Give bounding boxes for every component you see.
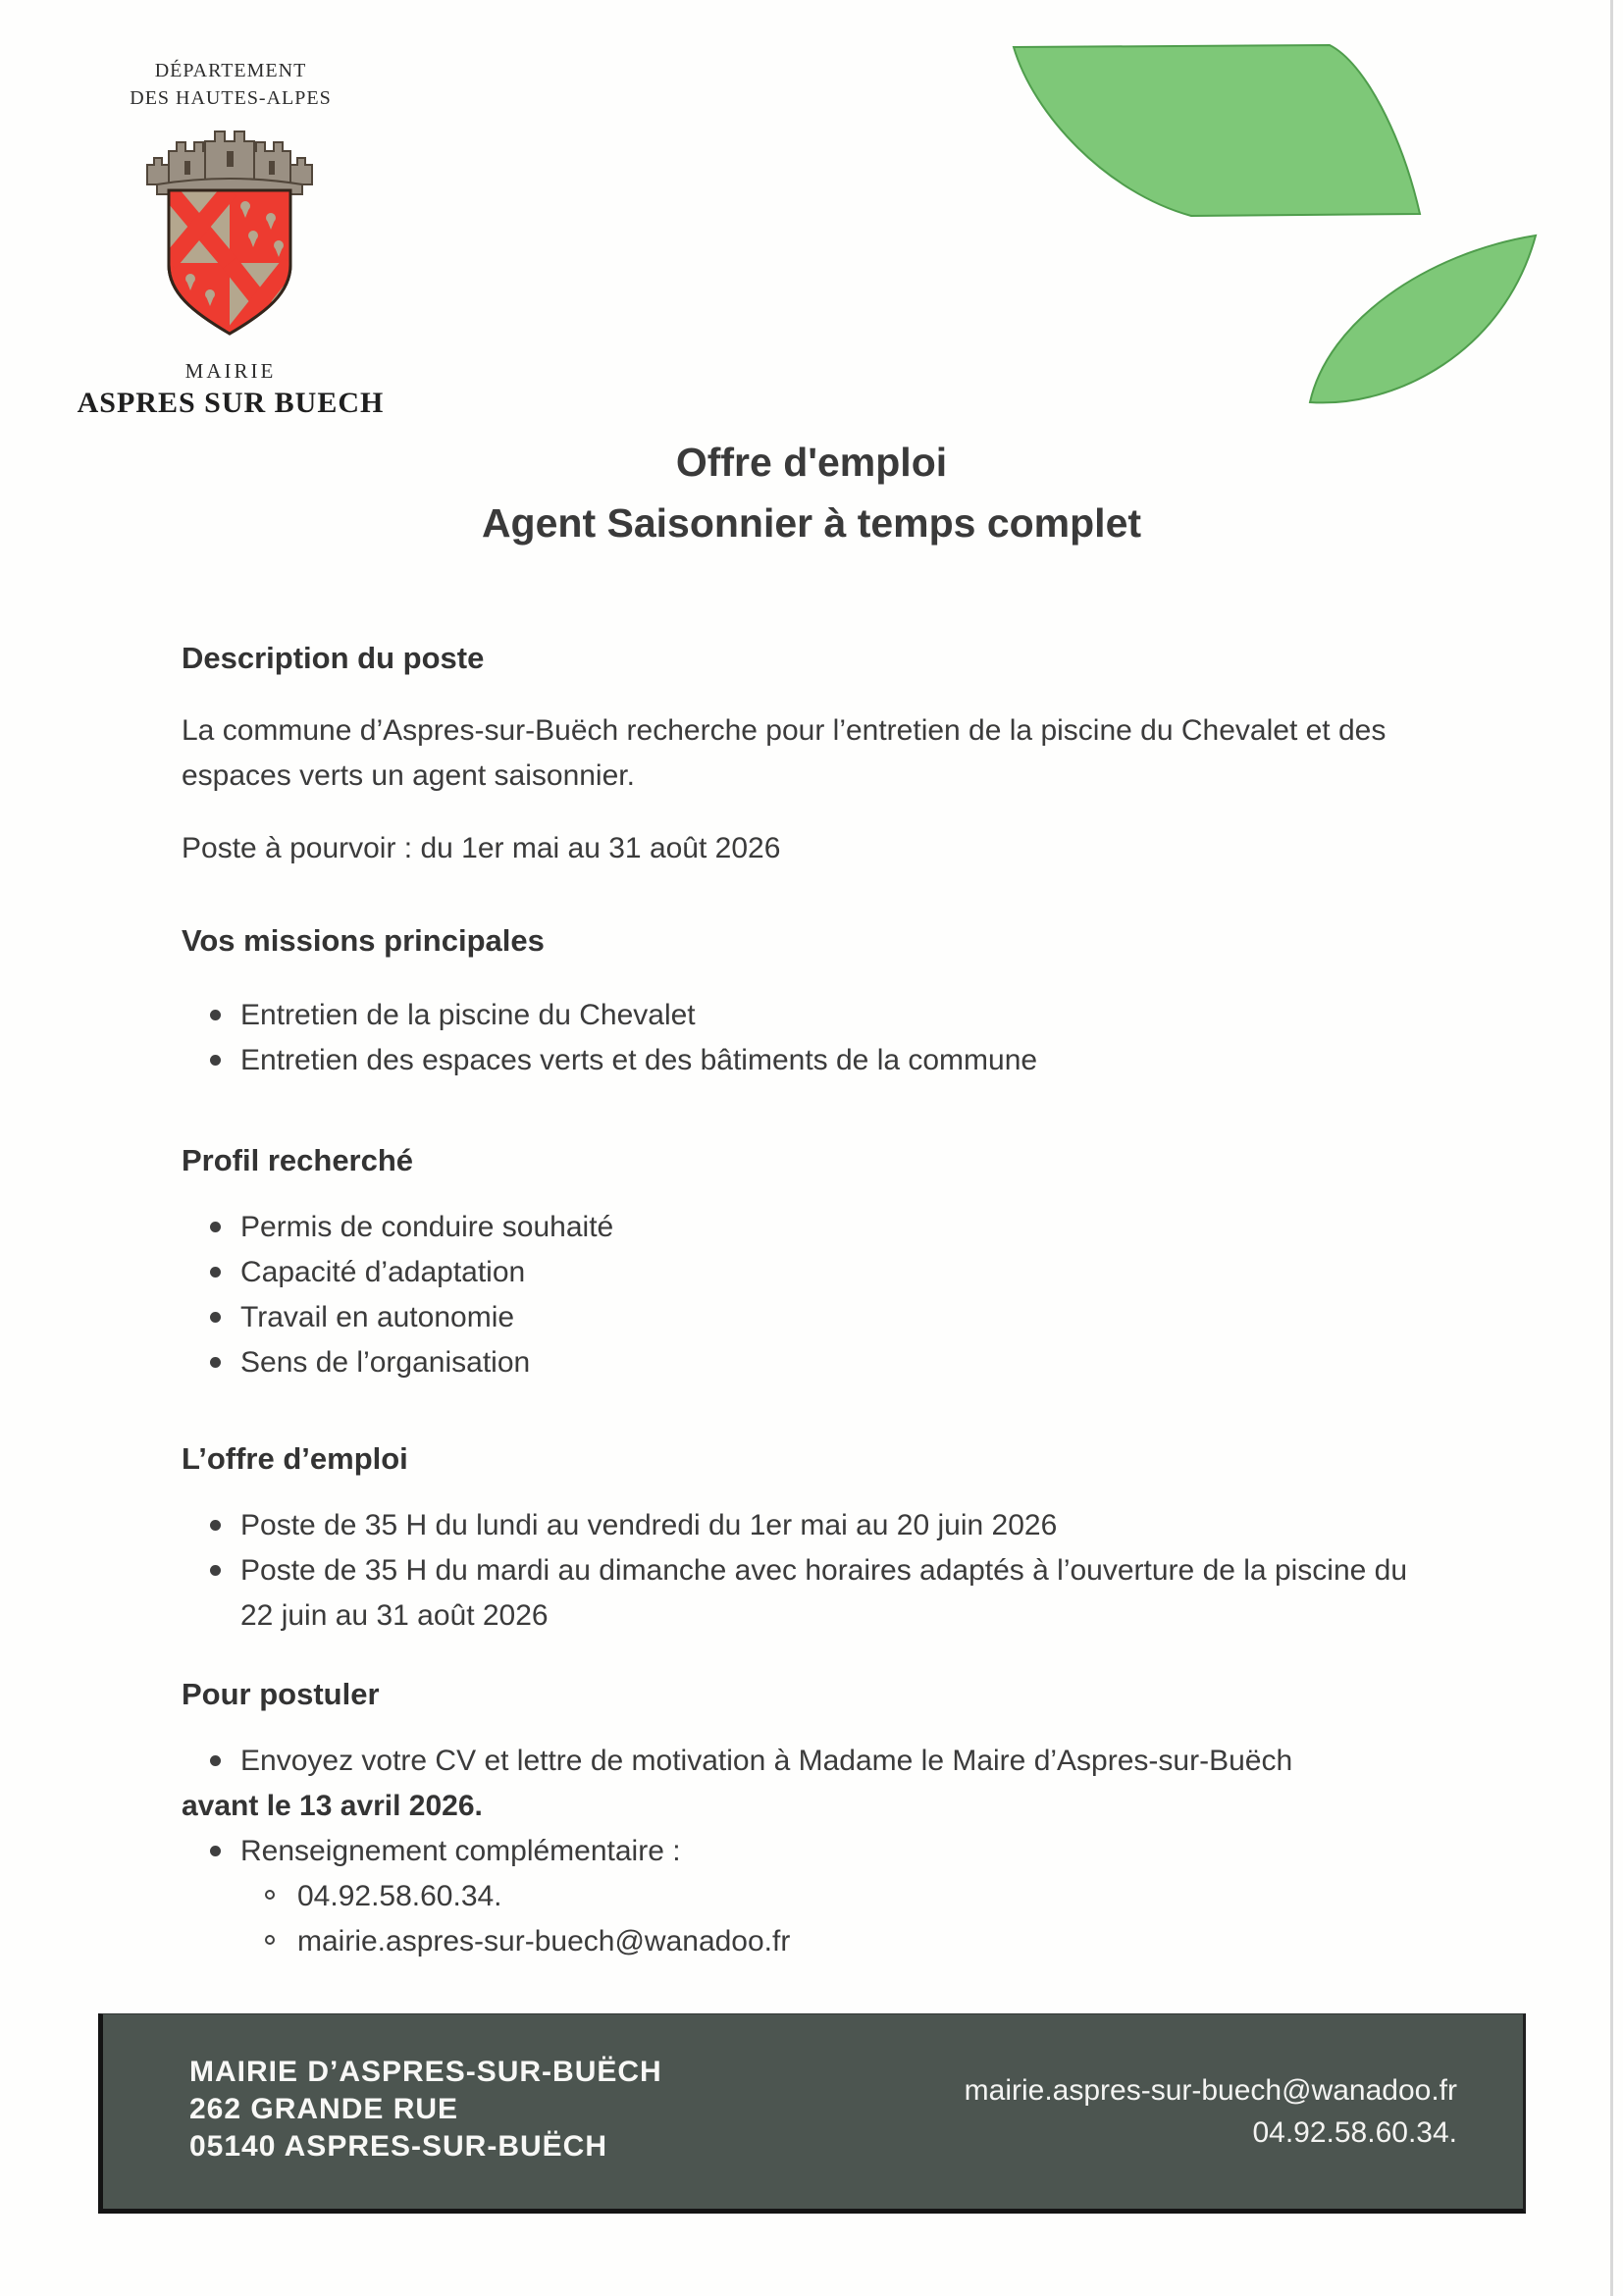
leaf-small-icon [1308,234,1540,405]
list-item-text: Poste de 35 H du mardi au dimanche avec horaires adaptés à l’ouverture de la piscine du 22 juin au 31 août 2026 [240,1554,1408,1632]
page-title-line2: Agent Saisonnier à temps complet [481,500,1142,546]
bullet-icon [210,1846,221,1856]
list-item-text: Envoyez votre CV et lettre de motivation à Madame le Maire d’Aspres-sur-Buëch [240,1745,1293,1777]
footer-phone: 04.92.58.60.34. [1252,2116,1457,2149]
list-item-text: Renseignement complémentaire : [240,1835,681,1867]
department-label [69,57,393,112]
mairie-label: MAIRIE [184,359,277,383]
bullet-icon [210,1565,221,1576]
footer-email: mairie.aspres-sur-buech@wanadoo.fr [964,2074,1457,2107]
page-title-line1: Offre d'emploi [675,440,948,485]
section-heading-profil: Profil recherché [182,1143,414,1177]
bullet-icon [210,1312,221,1323]
scan-edge-artifact [1610,0,1613,2296]
list-item [182,1829,1440,1874]
list-item [182,1295,1440,1340]
phone-number: 04.92.58.60.34. [297,1880,502,1912]
bullet-icon [210,1755,221,1766]
document-body [182,640,1440,1964]
department-line2: DES HAUTES-ALPES [130,87,332,109]
bullet-icon [210,1055,221,1066]
list-item-text: Permis de conduire souhaité [240,1211,614,1243]
list-item-text: Travail en autonomie [240,1301,515,1333]
list-item-text: Entretien des espaces verts et des bâtiments de la commune [240,1044,1038,1076]
page-title [0,432,1623,553]
list-item [182,1548,1440,1639]
list-item [182,1038,1440,1083]
commune-label: ASPRES SUR BUECH [77,387,385,419]
bullet-icon [210,1357,221,1368]
footer-address-block [189,2054,662,2166]
section-heading-missions: Vos missions principales [182,923,545,958]
list-item [182,1503,1440,1548]
list-item-text: Poste de 35 H du lundi au vendredi du 1er mai au 20 juin 2026 [240,1509,1058,1541]
list-item [182,1340,1440,1385]
sub-list-item [182,1874,1440,1919]
description-paragraph: La commune d’Aspres-sur-Buëch recherche pour l’entretien de la piscine du Chevalet et des espaces verts un agent saisonnier. [182,714,1387,792]
list-item-text: Capacité d’adaptation [240,1256,526,1288]
leaf-large-icon [1012,43,1422,218]
offre-list [182,1503,1440,1639]
deadline-text: avant le 13 avril 2026. [182,1790,483,1822]
sub-list-item [182,1919,1440,1964]
bullet-icon [210,1010,221,1020]
section-heading-offre: L’offre d’emploi [182,1441,408,1476]
bullet-icon [210,1267,221,1278]
section-heading-postuler: Pour postuler [182,1677,380,1711]
list-item [182,993,1440,1038]
list-item-text: Entretien de la piscine du Chevalet [240,999,696,1031]
email-address: mairie.aspres-sur-buech@wanadoo.fr [297,1925,791,1957]
footer-mairie-name: MAIRIE D’ASPRES-SUR-BUËCH [189,2056,662,2088]
bullet-icon [210,1222,221,1232]
poste-a-pourvoir: Poste à pourvoir : du 1er mai au 31 août 2026 [182,832,781,864]
list-item [182,1205,1440,1250]
circle-bullet-icon [265,1890,275,1900]
list-item [182,1739,1440,1784]
profil-list [182,1205,1440,1385]
list-item [182,1250,1440,1295]
missions-list [182,993,1440,1083]
section-heading-description: Description du poste [182,641,485,675]
footer-bar [98,2013,1526,2214]
postuler-list [182,1739,1440,1964]
list-item-text: Sens de l’organisation [240,1346,531,1379]
circle-bullet-icon [265,1935,275,1945]
bullet-icon [210,1520,221,1531]
coat-of-arms-icon [143,120,316,339]
footer-contact-block [965,2069,1457,2154]
footer-city: 05140 ASPRES-SUR-BUËCH [189,2130,608,2163]
footer-street: 262 GRANDE RUE [189,2093,459,2125]
department-line1: DÉPARTEMENT [154,60,307,81]
